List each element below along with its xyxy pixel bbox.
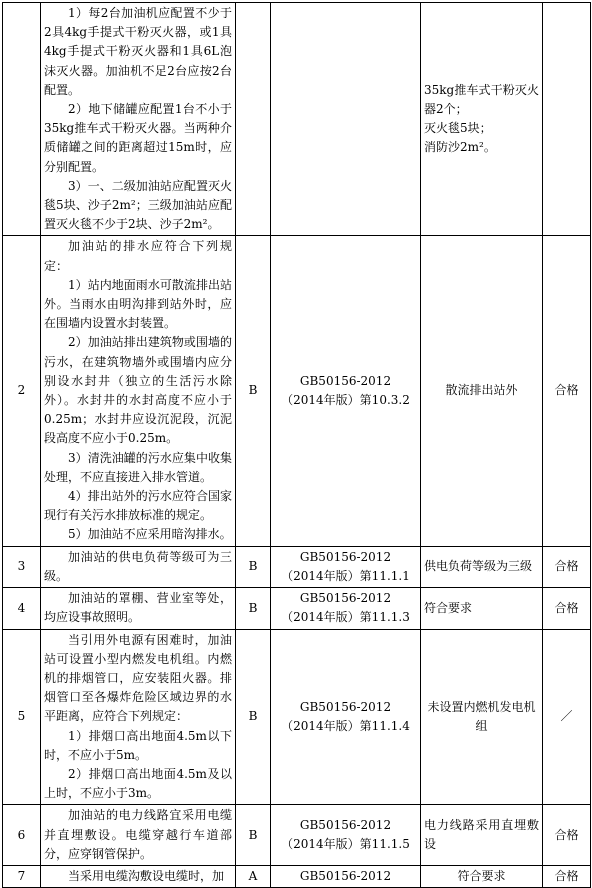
result-cell: 合格 xyxy=(543,546,591,587)
standard-cell xyxy=(271,236,421,546)
actual-cell xyxy=(421,805,543,866)
row-number: 3 xyxy=(3,546,41,587)
level-cell: B xyxy=(236,236,271,546)
requirement-cell xyxy=(41,546,236,587)
table-row xyxy=(3,3,591,236)
level-cell: B xyxy=(236,546,271,587)
standard-code: GB50156-2012 xyxy=(299,817,392,832)
requirement-text: 1）站内地面雨水可散流排出站外。当雨水由明沟排到站外时，应在围墙内设置水封装置。 xyxy=(44,277,232,331)
actual-text: 灭火毯5块； xyxy=(424,121,492,136)
standard-code: GB50156-2012 xyxy=(299,549,392,564)
actual-text: 35kg推车式干粉灭火器2个； xyxy=(424,82,539,117)
standard-clause: （2014年版）第11.1.3 xyxy=(281,610,410,625)
actual-cell xyxy=(421,629,543,805)
requirement-text: 当引用外电源有困难时，加油站可设置小型内燃发电机组。内燃机的排烟管口，应安装阻火器。排烟管口至各爆炸危险区域边界的水平距离，应符合下列规定： xyxy=(44,632,232,724)
requirement-cell xyxy=(41,3,236,236)
requirement-cell xyxy=(41,629,236,805)
level-cell: B xyxy=(236,588,271,629)
standard-cell xyxy=(271,3,421,236)
standard-clause: （2014年版）第11.1.4 xyxy=(281,718,410,733)
standard-clause: （2014年版）第11.1.1 xyxy=(281,568,410,583)
actual-text: 符合要求 xyxy=(424,600,473,615)
standard-code: GB50156-2012 xyxy=(299,373,392,388)
requirement-cell xyxy=(41,588,236,629)
requirement-text: 加油站的罩棚、营业室等处，均应设事故照明。 xyxy=(44,591,232,625)
row-number xyxy=(3,3,41,236)
requirement-text: 5）加油站不应采用暗沟排水。 xyxy=(68,527,232,542)
table-row xyxy=(3,629,591,805)
level-cell: A xyxy=(236,865,271,887)
result-cell: 合格 xyxy=(543,805,591,866)
standard-code: GB50156-2012 xyxy=(299,868,392,883)
result-cell: 合格 xyxy=(543,236,591,546)
requirement-text: 3）清洗油罐的污水应集中收集处理，不应直接进入排水管道。 xyxy=(44,450,232,484)
result-cell: 合格 xyxy=(543,588,591,629)
requirement-text: 加油站的供电负荷等级可为三级。 xyxy=(44,549,232,583)
requirement-text: 1）每2台加油机应配置不少于2具4kg手提式干粉灭火器，或1具4kg手提式干粉灭火器和1具6L泡沫灭火器。加油机不足2台应按2台配置。 xyxy=(44,6,232,97)
requirement-cell xyxy=(41,236,236,546)
requirement-cell xyxy=(41,805,236,866)
actual-cell xyxy=(421,546,543,587)
actual-text: 符合要求 xyxy=(457,868,506,883)
standard-cell xyxy=(271,629,421,805)
result-cell: ／ xyxy=(543,629,591,805)
actual-text: 电力线路采用直埋敷设 xyxy=(424,817,539,852)
result-cell: 合格 xyxy=(543,865,591,887)
table-row xyxy=(3,588,591,629)
result-cell xyxy=(543,3,591,236)
standard-cell xyxy=(271,546,421,587)
standard-cell xyxy=(271,865,421,887)
actual-text: 消防沙2m²。 xyxy=(424,140,496,155)
requirement-text: 2）加油站排出建筑物或围墙的污水，在建筑物墙外或围墙内应分别设水封井（独立的生活污水除外）。水封井的水封高度不应小于0.25m；水封井应设沉泥段，沉泥段高度不应小于0.25m。 xyxy=(44,335,232,446)
actual-text: 未设置内燃机发电机组 xyxy=(427,699,536,733)
level-cell xyxy=(236,3,271,236)
row-number: 2 xyxy=(3,236,41,546)
level-cell: B xyxy=(236,805,271,866)
level-cell: B xyxy=(236,629,271,805)
requirement-text: 加油站的电力线路宜采用电缆并直埋敷设。电缆穿越行车道部分，应穿钢管保护。 xyxy=(44,808,232,861)
requirement-text: 2）地下储罐应配置1台不小于35kg推车式干粉灭火器。当两种介质储罐之间的距离超过15m时，应分别配置。 xyxy=(44,102,232,174)
row-number: 5 xyxy=(3,629,41,805)
table-row xyxy=(3,546,591,587)
actual-cell xyxy=(421,3,543,236)
requirement-text: 1）排烟口高出地面4.5m以下时，不应小于5m。 xyxy=(44,728,232,762)
actual-cell xyxy=(421,865,543,887)
requirement-cell xyxy=(41,865,236,887)
actual-text: 散流排出站外 xyxy=(445,383,518,398)
standard-code: GB50156-2012 xyxy=(299,591,392,606)
standard-clause: （2014年版）第11.1.5 xyxy=(281,837,410,852)
requirement-text: 2）排烟口高出地面4.5m及以上时，不应小于3m。 xyxy=(44,766,232,801)
inspection-table xyxy=(2,2,591,888)
actual-text: 供电负荷等级为三级 xyxy=(424,559,533,574)
row-number: 7 xyxy=(3,865,41,887)
standard-clause: （2014年版）第10.3.2 xyxy=(281,393,410,408)
table-row xyxy=(3,236,591,546)
row-number: 6 xyxy=(3,805,41,866)
actual-cell xyxy=(421,588,543,629)
row-number: 4 xyxy=(3,588,41,629)
actual-cell xyxy=(421,236,543,546)
requirement-text: 4）排出站外的污水应符合国家现行有关污水排放标准的规定。 xyxy=(44,489,232,523)
requirement-text: 3）一、二级加油站应配置灭火毯5块、沙子2m²；三级加油站应配置灭火毯不少于2块、沙子2m²。 xyxy=(44,178,232,232)
table-row xyxy=(3,865,591,887)
table-row xyxy=(3,805,591,866)
standard-code: GB50156-2012 xyxy=(299,699,392,714)
requirement-text: 加油站的排水应符合下列规定： xyxy=(44,239,232,273)
requirement-text: 当采用电缆沟敷设电缆时，加 xyxy=(68,868,225,883)
standard-cell xyxy=(271,588,421,629)
standard-cell xyxy=(271,805,421,866)
